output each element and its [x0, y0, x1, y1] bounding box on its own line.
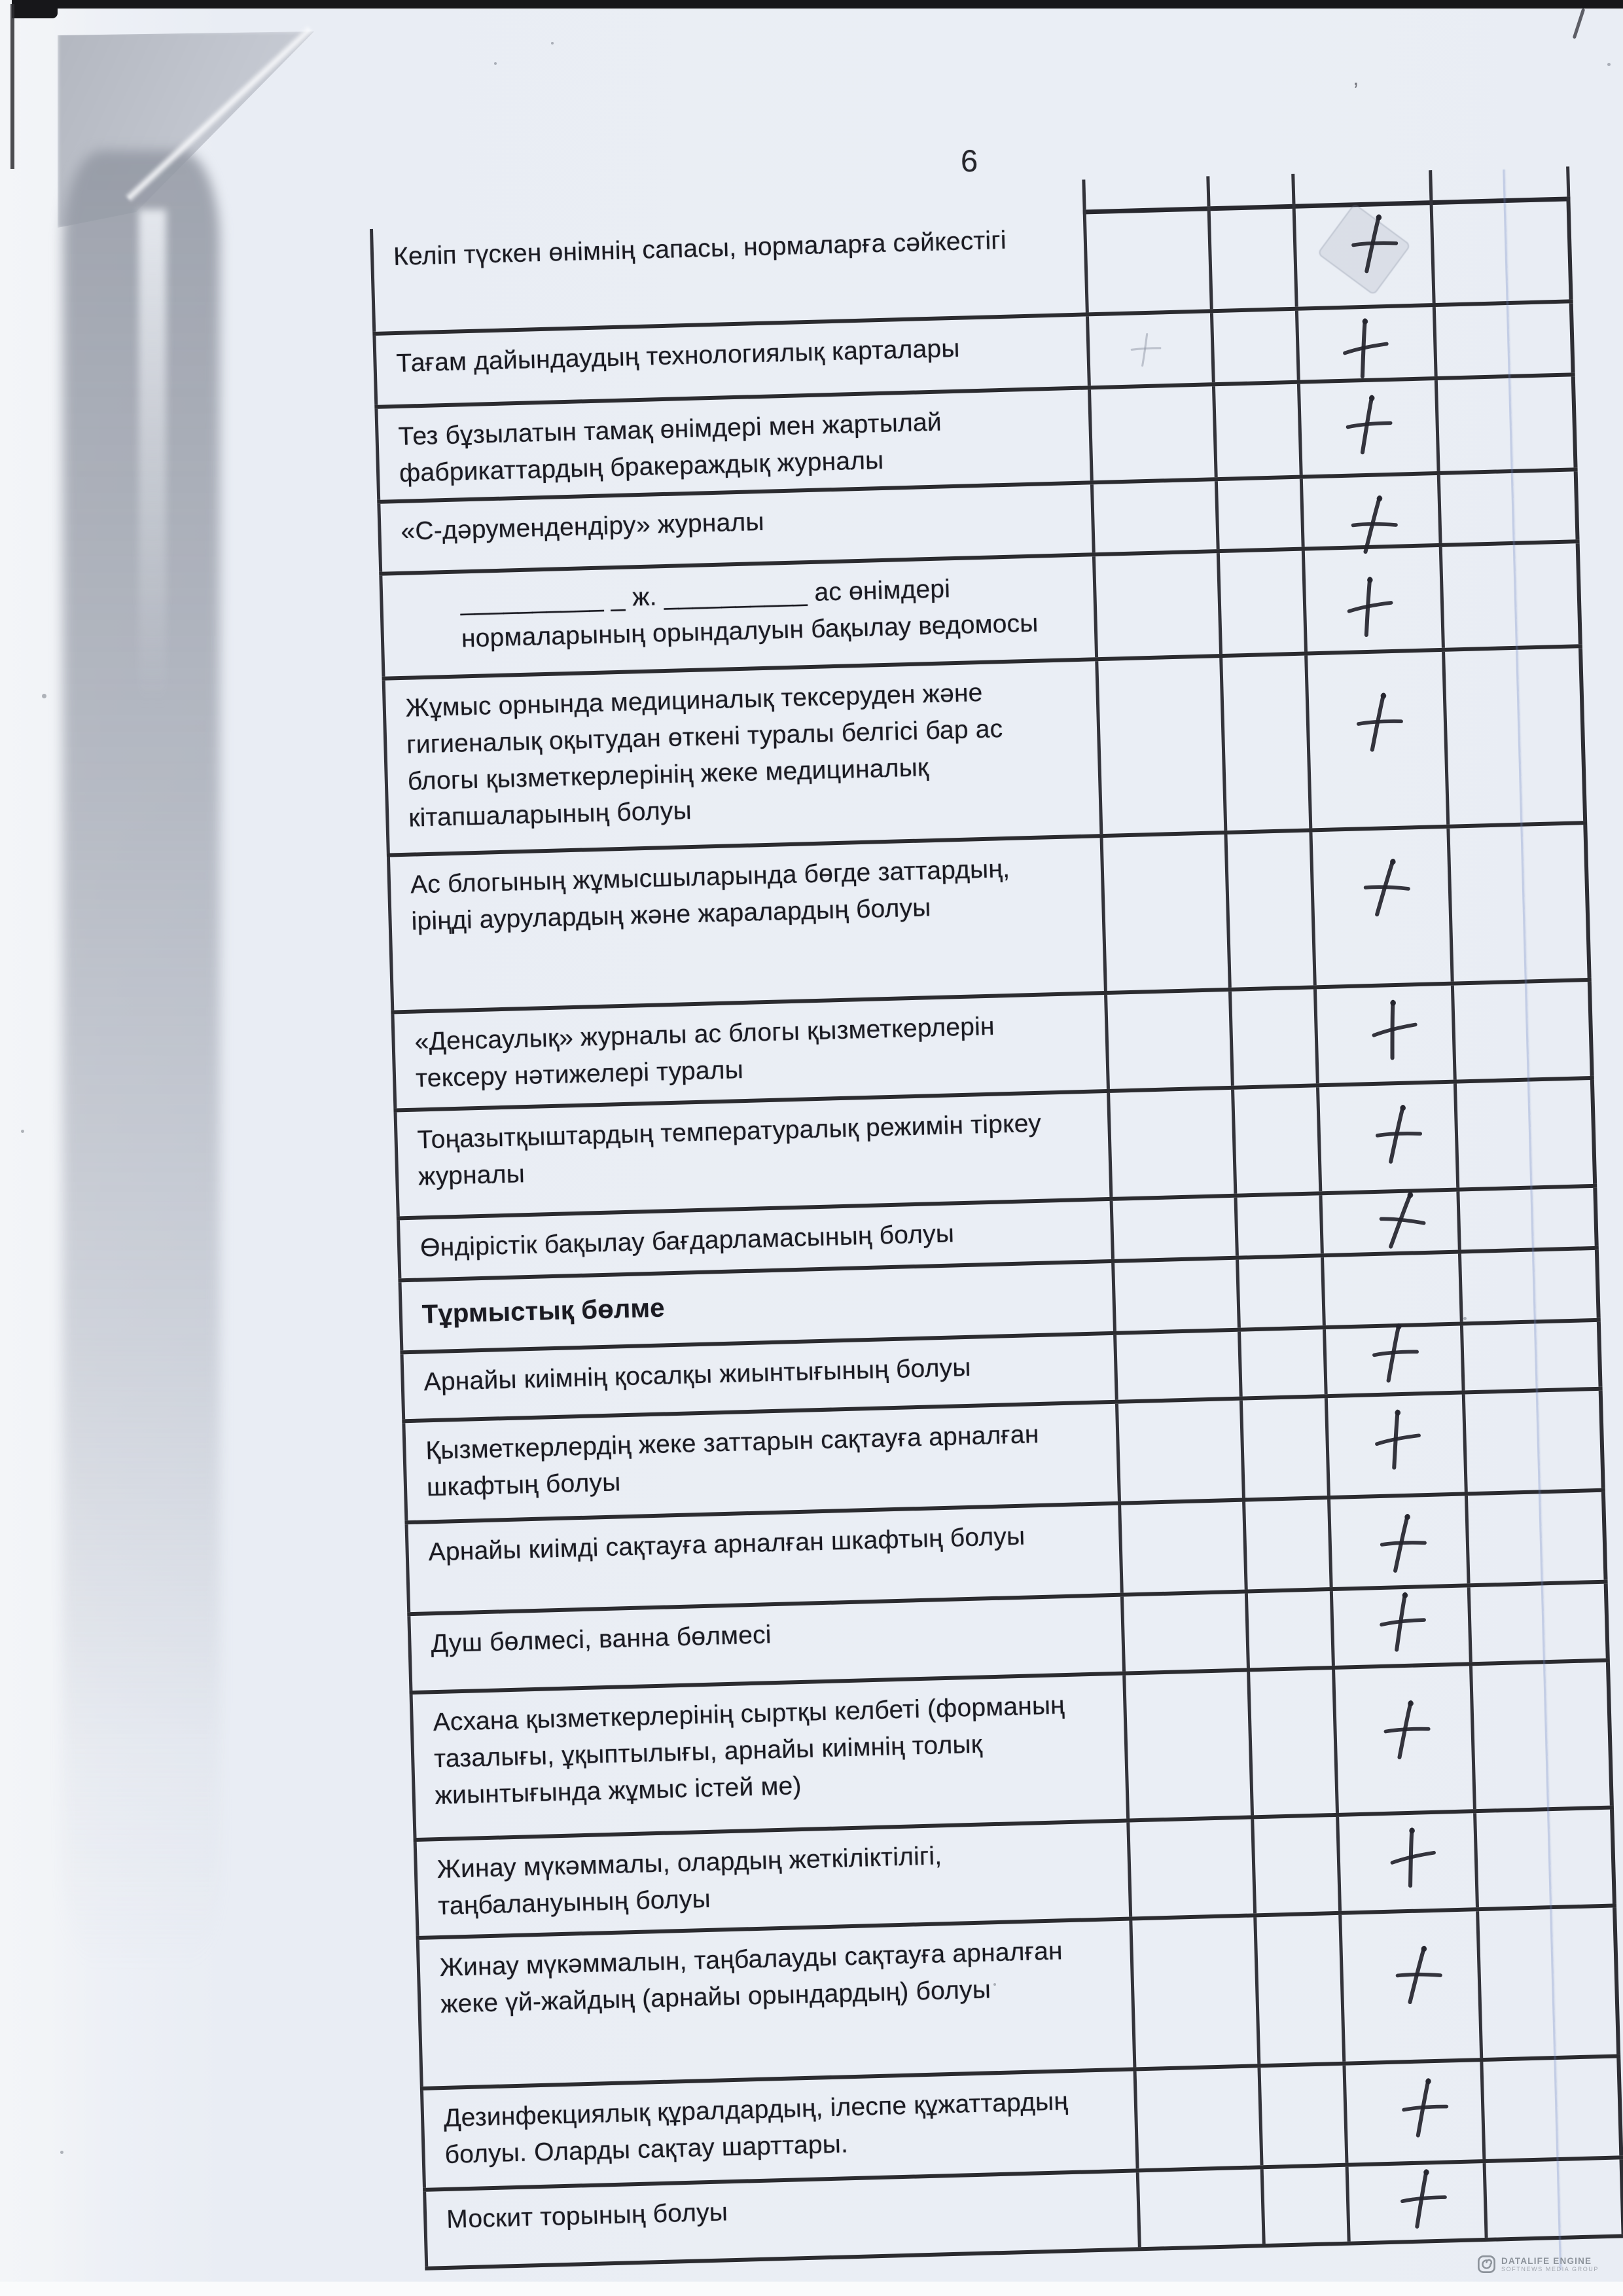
row-cell-empty-1	[1100, 834, 1228, 991]
row-cell-empty-1	[1115, 1401, 1242, 1501]
watermark-subtitle: SOFTNEWS MEDIA GROUP	[1501, 2266, 1599, 2273]
dust-speck	[60, 2151, 63, 2154]
row-cell-empty-1	[1083, 206, 1210, 312]
row-mark-cell	[1325, 1395, 1465, 1496]
dust-speck	[42, 694, 46, 698]
row-cell-empty-3	[1446, 825, 1591, 982]
check-mark	[1386, 1939, 1451, 2013]
row-cell-empty-3	[1467, 1584, 1610, 1662]
row-cell-empty-2	[1242, 1499, 1330, 1589]
row-text-cell	[379, 556, 1095, 676]
ink-speck-mark: ’	[1353, 79, 1359, 103]
row-text-cell	[420, 2071, 1136, 2187]
check-mark	[1343, 208, 1406, 281]
row-text: Жинау мүкәммалы, олардың жеткіліктілігі, таңбалануының болуы	[437, 1842, 942, 1921]
row-cell-empty-3	[1451, 982, 1594, 1080]
row-cell-empty-1	[1104, 992, 1231, 1089]
row-text-cell	[405, 1505, 1120, 1612]
row-cell-empty-3	[1460, 1322, 1603, 1391]
row-text: Келіп түскен өнімнің сапасы, нормаларға сәйкестігі	[393, 226, 1007, 272]
row-cell-empty-2	[1240, 1398, 1327, 1498]
watermark-logo-icon	[1478, 2255, 1495, 2273]
row-cell-empty-2	[1234, 1195, 1321, 1255]
row-text-cell	[410, 1676, 1127, 1838]
row-cell-empty-2	[1215, 479, 1302, 549]
scan-bottom-strip	[0, 2282, 1623, 2296]
row-cell-empty-1	[1118, 1502, 1245, 1593]
row-text: Өндірістік бақылау бағдарламасының болуы	[419, 1219, 955, 1263]
row-text-cell	[387, 838, 1104, 1010]
dust-speck	[21, 1130, 24, 1133]
check-mark	[1380, 1821, 1445, 1895]
page-number: 6	[961, 143, 978, 178]
column-line-stub	[1429, 170, 1433, 200]
row-text: Жұмыс орнында медициналық тексеруден және гигиеналық оқытудан өткені туралы белгісі бар ас блогы қызметкерлерінің жеке медициналық кітапшаларының болуы	[405, 678, 1003, 833]
row-mark-cell	[1338, 1911, 1480, 2062]
column-line-stub	[1082, 179, 1086, 209]
row-cell-empty-3	[1437, 471, 1580, 543]
row-cell-empty-1	[1113, 1332, 1240, 1400]
row-cell-empty-2	[1257, 2066, 1345, 2165]
scan-edge-left-line	[10, 4, 14, 169]
check-mark	[1353, 850, 1419, 926]
binding-highlight	[139, 209, 166, 707]
row-text-cell	[374, 389, 1090, 499]
row-mark-cell	[1292, 200, 1432, 307]
row-mark-cell	[1316, 1084, 1456, 1192]
row-cell-empty-3	[1454, 1080, 1597, 1188]
row-cell-empty-3	[1483, 2159, 1623, 2238]
row-cell-empty-2	[1247, 1670, 1336, 1815]
check-mark	[1333, 312, 1397, 386]
row-mark-cell	[1346, 2163, 1485, 2242]
table-row	[382, 648, 1588, 857]
check-mark	[1372, 1508, 1435, 1581]
row-cell-empty-3	[1435, 376, 1578, 471]
row-text: «С-дәрумендендіру» журналы	[400, 507, 765, 546]
row-cell-empty-1	[1122, 1672, 1251, 1819]
row-text: Дезинфекциялық құралдардың, ілеспе құжаттардың болуы. Оларды сақтау шарттары.	[443, 2087, 1069, 2169]
row-mark-cell	[1342, 2062, 1482, 2163]
row-cell-empty-1	[1095, 658, 1224, 834]
row-cell-empty-3	[1465, 1492, 1608, 1584]
row-text: Арнайы киімнің қосалқы жиынтығының болуы	[423, 1353, 972, 1397]
row-cell-empty-3	[1469, 1662, 1614, 1810]
check-mark	[1395, 2073, 1455, 2144]
row-mark-cell	[1319, 1192, 1457, 1254]
row-text: Асхана қызметкерлерінің сыртқы келбеті (форманың тазалығы, ұқыптылығы, арнайы киімнің толық жиынтығында жұмыс істей ме)	[433, 1691, 1065, 1810]
row-text: Арнайы киімді сақтауға арналған шкафтың болуы	[428, 1522, 1026, 1567]
row-cell-empty-1	[1133, 2068, 1260, 2168]
column-line-stub	[1291, 174, 1295, 204]
row-cell-empty-2	[1260, 2167, 1347, 2244]
row-cell-empty-2	[1231, 1087, 1319, 1193]
check-mark	[1339, 390, 1399, 459]
table-rows	[370, 196, 1623, 2273]
row-cell-empty-1	[1120, 1594, 1247, 1672]
check-mark	[1366, 1403, 1429, 1476]
row-text-cell	[402, 1404, 1118, 1520]
row-cell-empty-3	[1462, 1391, 1605, 1492]
row-cell-empty-2	[1236, 1257, 1323, 1327]
dust-speck	[1607, 63, 1611, 66]
row-mark-cell	[1295, 307, 1435, 380]
row-cell-empty-3	[1458, 1250, 1601, 1322]
row-cell-empty-2	[1207, 204, 1295, 309]
pen-stroke-artifact	[1573, 8, 1586, 39]
row-mark-cell	[1309, 829, 1450, 986]
row-text-cell	[394, 1093, 1110, 1216]
row-text: Тағам дайындаудың технологиялық карталары	[395, 334, 961, 378]
row-cell-empty-1	[1136, 2169, 1262, 2247]
row-mark-cell	[1336, 1813, 1476, 1911]
row-cell-empty-3	[1476, 1907, 1620, 2058]
row-cell-empty-2	[1245, 1591, 1332, 1668]
check-mark	[1338, 571, 1401, 644]
row-mark-cell	[1332, 1666, 1473, 1813]
row-mark-cell	[1302, 547, 1442, 652]
watermark-title: DATALIFE ENGINE	[1501, 2255, 1592, 2266]
row-mark-cell	[1300, 475, 1439, 547]
row-text: Ас блогының жұмысшыларында бөгде заттардың, іріңді аурулардың және жаралардың болуы	[410, 854, 1010, 936]
check-mark	[1364, 1318, 1425, 1389]
row-cell-empty-1	[1090, 481, 1217, 552]
row-text: Душ бөлмесі, ванна бөлмесі	[430, 1621, 772, 1659]
row-cell-empty-3	[1442, 648, 1587, 825]
row-text: Тоңазытқыштардың температуралық режимін тіркеу журналы	[417, 1109, 1042, 1191]
table-row	[387, 825, 1592, 1014]
row-cell-empty-2	[1212, 384, 1300, 477]
dust-speck	[993, 1983, 996, 1986]
check-mark	[1348, 687, 1410, 759]
checklist-table	[370, 196, 1623, 2273]
row-mark-cell	[1313, 986, 1454, 1084]
row-text: «Денсаулық» журналы ас блогы қызметкерлерін тексеру нәтижелері туралы	[414, 1012, 995, 1093]
check-mark	[1367, 1098, 1430, 1171]
row-cell-empty-1	[1126, 1819, 1253, 1916]
row-mark-cell	[1297, 380, 1437, 475]
dust-speck	[1463, 1317, 1467, 1320]
row-text-cell	[414, 1823, 1129, 1936]
row-text-cell	[370, 210, 1086, 332]
row-cell-empty-3	[1429, 196, 1573, 303]
row-cell-empty-3	[1473, 1809, 1616, 1907]
row-cell-empty-3	[1439, 543, 1582, 648]
row-cell-empty-2	[1238, 1329, 1325, 1396]
row-text: __________ _ ж. __________ ас өнімдері нормаларының орындалуын бақылау ведомосы	[459, 575, 1039, 653]
row-cell-empty-1	[1110, 1198, 1236, 1259]
dust-speck	[494, 62, 497, 65]
row-text: Тұрмыстық бөлме	[421, 1293, 666, 1329]
row-cell-empty-3	[1480, 2058, 1623, 2159]
row-cell-empty-2	[1253, 1915, 1342, 2064]
row-text: Москит торының болуы	[446, 2198, 728, 2234]
scan-edge-corner-blob	[12, 0, 58, 18]
row-cell-empty-3	[1456, 1188, 1598, 1250]
column-line-stub	[1566, 166, 1570, 196]
row-text: Жинау мүкәммалын, таңбалауды сақтауға арналған жеке үй-жайдың (арнайы орындардың) болуы	[439, 1937, 1063, 2019]
check-mark	[1361, 993, 1427, 1068]
check-mark	[1373, 1588, 1431, 1657]
row-cell-empty-2	[1210, 311, 1297, 382]
row-cell-empty-1	[1086, 313, 1212, 386]
row-mark-cell	[1323, 1326, 1462, 1395]
row-text-cell	[416, 1921, 1133, 2087]
row-cell-empty-1	[1092, 553, 1219, 657]
row-mark-cell	[1304, 652, 1446, 829]
check-mark	[1366, 1181, 1437, 1261]
row-text: Тез бұзылатын тамақ өнімдері мен жартылай фабрикаттардың бракераждық журналы	[398, 408, 942, 488]
row-cell-empty-1	[1088, 386, 1215, 480]
watermark	[1478, 2255, 1599, 2273]
scan-edge-top-bar	[12, 0, 1623, 9]
pencil-mark	[1124, 329, 1167, 371]
row-cell-empty-2	[1217, 551, 1304, 654]
row-text-cell	[382, 661, 1100, 853]
row-mark-cell	[1327, 1496, 1467, 1587]
row-cell-empty-2	[1219, 656, 1309, 831]
row-mark-cell	[1330, 1587, 1469, 1666]
row-text: Қызметкерлердің жеке заттарын сақтауға арналған шкафтың болуы	[425, 1420, 1040, 1502]
column-line-stub	[1206, 176, 1210, 206]
row-cell-empty-1	[1111, 1260, 1238, 1331]
row-cell-empty-1	[1129, 1917, 1257, 2067]
check-mark	[1393, 2164, 1453, 2234]
row-cell-empty-3	[1433, 303, 1575, 376]
row-mark-cell	[1321, 1254, 1460, 1326]
row-cell-empty-2	[1228, 989, 1316, 1085]
row-cell-empty-1	[1107, 1090, 1234, 1197]
check-mark	[1376, 1695, 1437, 1766]
dust-speck	[551, 42, 554, 45]
row-cell-empty-2	[1224, 833, 1313, 988]
row-text-cell	[391, 995, 1106, 1108]
row-cell-empty-2	[1251, 1817, 1338, 1913]
